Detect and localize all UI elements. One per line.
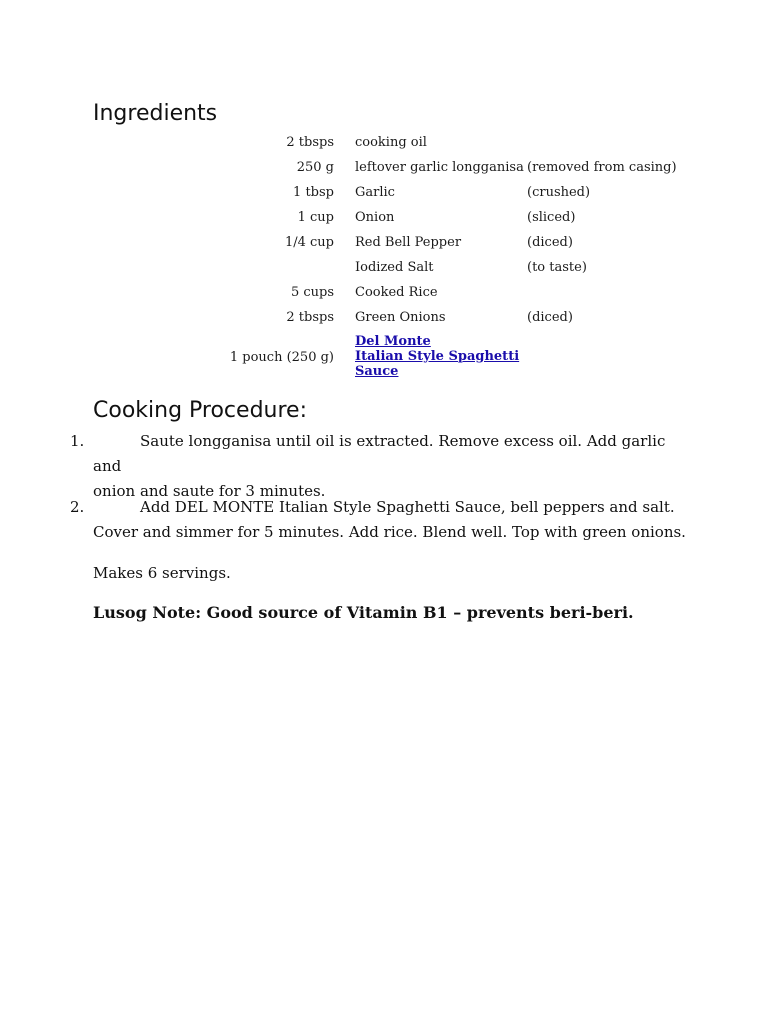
- ingredient-name: Cooked Rice: [355, 285, 438, 300]
- step-text: Add DEL MONTE Italian Style Spaghetti Sauce, bell peppers and salt.: [140, 498, 675, 516]
- ingredient-note: (sliced): [527, 210, 576, 225]
- link-line: Italian Style Spaghetti: [355, 349, 520, 364]
- step-line: [93, 429, 693, 479]
- ingredient-quantity: 1 pouch (250 g): [229, 350, 334, 365]
- ingredient-name: Red Bell Pepper: [355, 235, 462, 250]
- ingredient-note: (crushed): [527, 185, 591, 200]
- step-line: [93, 495, 693, 520]
- ingredients-heading: Ingredients: [93, 101, 218, 126]
- step-number: 1.: [70, 432, 85, 450]
- ingredient-quantity: 5 cups: [290, 285, 334, 300]
- link-line: Del Monte: [355, 334, 431, 349]
- step-text: onion and saute for 3 minutes.: [93, 482, 326, 500]
- link-line: Sauce: [355, 364, 399, 379]
- step-number: 2.: [70, 498, 85, 516]
- ingredient-name: Onion: [355, 210, 395, 225]
- procedure-step: [93, 495, 693, 545]
- ingredient-name: cooking oil: [355, 135, 427, 150]
- ingredient-name: Iodized Salt: [355, 260, 434, 275]
- ingredient-note: (removed from casing): [527, 160, 677, 175]
- del-monte-sauce-link[interactable]: [355, 334, 525, 379]
- ingredient-quantity: 250 g: [296, 160, 334, 175]
- ingredient-note: (diced): [527, 310, 573, 325]
- step-text: Cover and simmer for 5 minutes. Add rice. Blend well. Top with green onions.: [93, 523, 686, 541]
- ingredient-name: Green Onions: [355, 310, 446, 325]
- ingredient-quantity: 1 cup: [297, 210, 334, 225]
- ingredient-quantity: 1 tbsp: [293, 185, 334, 200]
- step-text: Saute longganisa until oil is extracted. Remove excess oil. Add garlic and: [93, 432, 666, 475]
- ingredient-quantity: 2 tbsps: [286, 135, 334, 150]
- ingredient-name: Garlic: [355, 185, 395, 200]
- ingredient-quantity: 1/4 cup: [284, 235, 334, 250]
- ingredient-note: (diced): [527, 235, 573, 250]
- ingredient-quantity: 2 tbsps: [286, 310, 334, 325]
- ingredient-name: leftover garlic longganisa: [355, 160, 524, 175]
- procedure-heading: Cooking Procedure:: [93, 398, 307, 423]
- ingredient-row-link: [0, 334, 768, 380]
- lusog-note: Lusog Note: Good source of Vitamin B1 – prevents beri-beri.: [93, 603, 634, 622]
- procedure-step: [93, 429, 693, 504]
- ingredient-note: (to taste): [527, 260, 587, 275]
- servings-text: Makes 6 servings.: [93, 564, 231, 582]
